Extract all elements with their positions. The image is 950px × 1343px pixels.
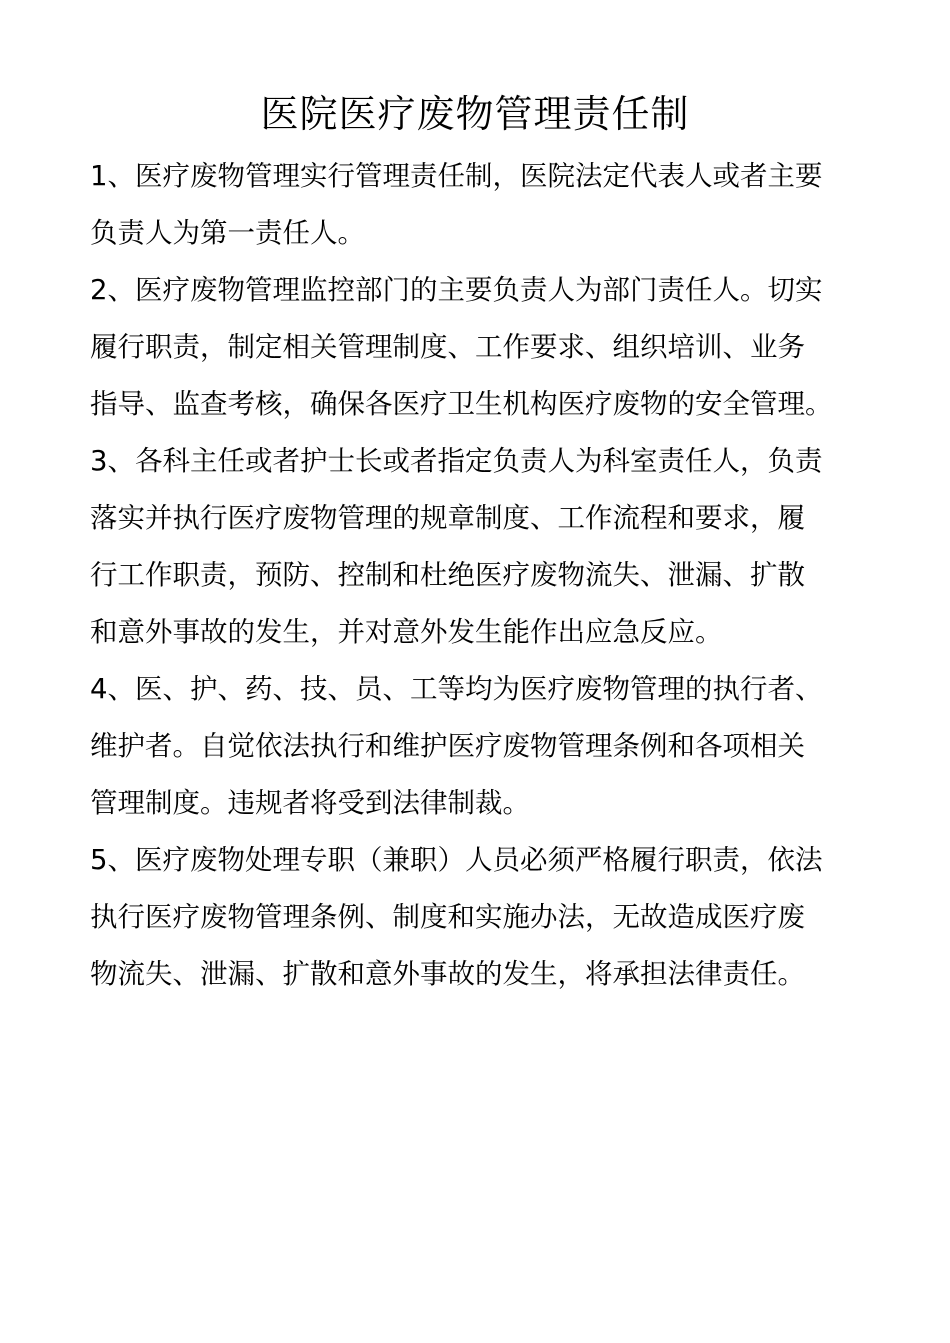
paragraph-line: 履行职责，制定相关管理制度、工作要求、组织培训、业务 xyxy=(90,331,805,363)
paragraph-line: 2、医疗废物管理监控部门的主要负责人为部门责任人。切实 xyxy=(90,274,823,306)
paragraph-line: 4、医、护、药、技、员、工等均为医疗废物管理的执行者、 xyxy=(90,673,823,705)
paragraph-2 xyxy=(90,262,870,433)
paragraph-1 xyxy=(90,148,870,262)
paragraph-line: 负责人为第一责任人。 xyxy=(90,217,365,249)
paragraph-line: 物流失、泄漏、扩散和意外事故的发生，将承担法律责任。 xyxy=(90,958,805,990)
paragraph-line: 3、各科主任或者护士长或者指定负责人为科室责任人，负责 xyxy=(90,445,823,477)
paragraph-line: 行工作职责，预防、控制和杜绝医疗废物流失、泄漏、扩散 xyxy=(90,559,805,591)
paragraph-4 xyxy=(90,661,870,832)
paragraph-line: 维护者。自觉依法执行和维护医疗废物管理条例和各项相关 xyxy=(90,730,805,762)
paragraph-3 xyxy=(90,433,870,661)
paragraph-line: 1、医疗废物管理实行管理责任制，医院法定代表人或者主要 xyxy=(90,160,823,192)
paragraph-line: 执行医疗废物管理条例、制度和实施办法，无故造成医疗废 xyxy=(90,901,805,933)
paragraph-line: 管理制度。违规者将受到法律制裁。 xyxy=(90,787,530,819)
document-title: 医院医疗废物管理责任制 xyxy=(260,92,690,136)
paragraph-line: 和意外事故的发生，并对意外发生能作出应急反应。 xyxy=(90,616,723,648)
document-body xyxy=(90,148,870,1003)
paragraph-line: 指导、监查考核，确保各医疗卫生机构医疗废物的安全管理。 xyxy=(90,388,833,420)
paragraph-line: 落实并执行医疗废物管理的规章制度、工作流程和要求，履 xyxy=(90,502,805,534)
paragraph-5 xyxy=(90,832,870,1003)
paragraph-line: 5、医疗废物处理专职（兼职）人员必须严格履行职责，依法 xyxy=(90,844,823,876)
